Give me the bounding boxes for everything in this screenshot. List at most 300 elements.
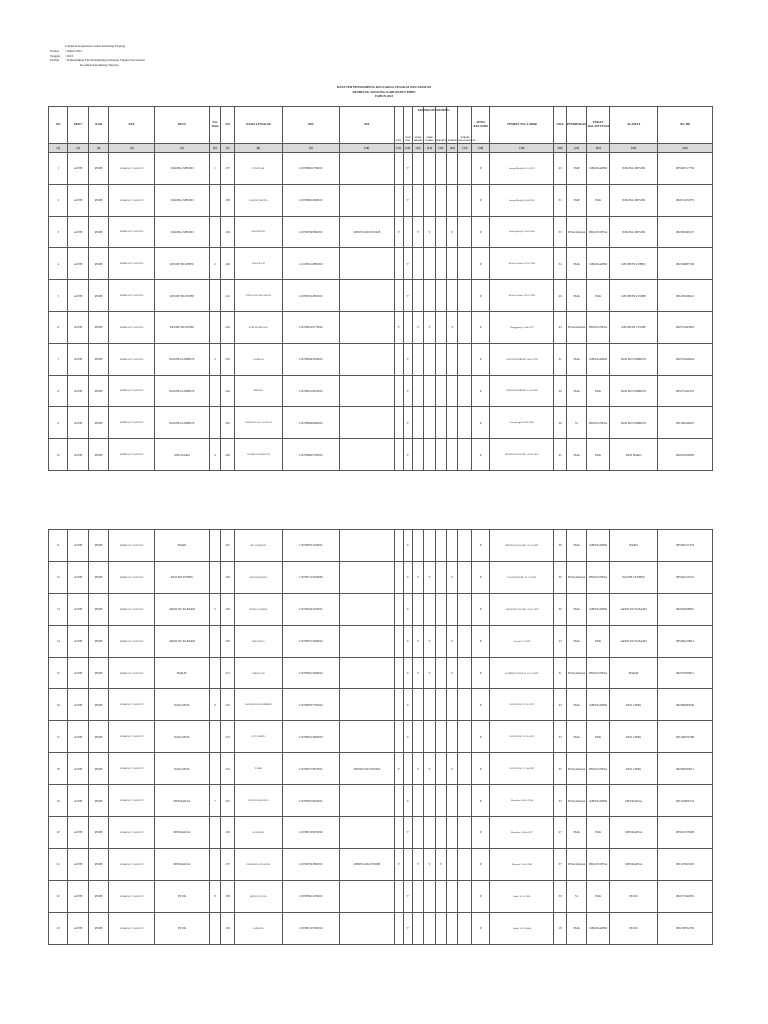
- table-cell: [339, 375, 394, 407]
- table-cell: V: [403, 407, 412, 439]
- table-cell: KHALILATI: [234, 248, 282, 280]
- table-cell: P: [472, 439, 490, 471]
- table-cell: KEUDE BI LEBEU: [155, 248, 210, 280]
- table-cell: [435, 561, 446, 593]
- table-cell: FITRIYANI: [234, 153, 282, 185]
- table-cell: V: [394, 753, 403, 785]
- table-cell: V: [403, 721, 412, 753]
- table-cell: V: [447, 625, 458, 657]
- table-cell: V: [403, 375, 412, 407]
- table-row: [49, 311, 713, 343]
- table-cell: Keude bi lebeu 12-12-1988: [490, 248, 554, 280]
- table-cell: V: [412, 753, 423, 785]
- table-cell: [447, 184, 458, 216]
- column-header: ALAMAT: [610, 107, 658, 144]
- table-cell: [458, 625, 472, 657]
- table-cell: 253: [221, 721, 235, 753]
- table-cell: MUSNA YANZA: [234, 880, 282, 912]
- table-cell: 37: [554, 848, 567, 880]
- table-cell: [435, 439, 446, 471]
- table-cell: ANITA ZAHARA MAULI: [234, 280, 282, 312]
- table-cell: S1: [566, 407, 587, 439]
- table-cell: MNS BARO: [610, 439, 658, 471]
- header-key: Tanggal: [50, 53, 61, 58]
- table-cell: [339, 625, 394, 657]
- table-cell: PIDIE: [88, 657, 109, 689]
- table-cell: [447, 785, 458, 817]
- table-cell: [447, 439, 458, 471]
- table-cell: 1107085612990002: [282, 657, 339, 689]
- table-cell: ARON KUTA BARO: [155, 625, 210, 657]
- table-cell: [412, 689, 423, 721]
- table-cell: 31: [554, 184, 567, 216]
- table-cell: 085260219814: [658, 625, 713, 657]
- table-cell: 9: [49, 407, 68, 439]
- table-cell: [435, 407, 446, 439]
- table-cell: 23: [554, 625, 567, 657]
- table-cell: KEMBANG TANJONG: [109, 689, 155, 721]
- table-cell: [339, 817, 394, 849]
- table-cell: KEMBANG TANJONG: [109, 248, 155, 280]
- table-cell: MIRAWA: [234, 375, 282, 407]
- table-cell: PIDIE: [88, 848, 109, 880]
- table-cell: D3 Kebidanan: [566, 753, 587, 785]
- table-cell: 259: [221, 912, 235, 944]
- table-cell: V: [412, 657, 423, 689]
- table-cell: [412, 248, 423, 280]
- table-row: [49, 216, 713, 248]
- table-cell: [403, 311, 412, 343]
- table-cell: 085262129153: [658, 561, 713, 593]
- table-cell: 1107086612990001: [282, 184, 339, 216]
- table-row: [49, 721, 713, 753]
- table-cell: 1107086909980001: [282, 407, 339, 439]
- table-row: [49, 657, 713, 689]
- table-cell: [209, 561, 220, 593]
- table-cell: [412, 280, 423, 312]
- table-cell: 45: [554, 439, 567, 471]
- table-row: [49, 343, 713, 375]
- table-row: [49, 912, 713, 944]
- table-cell: ACEH: [68, 593, 89, 625]
- table-cell: SMA: [566, 625, 587, 657]
- column-number: (19): [490, 144, 554, 153]
- table-cell: [458, 593, 472, 625]
- table-cell: PASI LHOK: [155, 689, 210, 721]
- column-number: (20): [554, 144, 567, 153]
- table-cell: [424, 280, 435, 312]
- table-cell: [424, 439, 435, 471]
- table-cell: SMA: [566, 343, 587, 375]
- table-cell: KPM/KADER: [587, 153, 610, 185]
- header-value: : Tahun 2023: [65, 48, 82, 53]
- table-cell: PIDIE: [88, 343, 109, 375]
- table-cell: [424, 721, 435, 753]
- table-row: [49, 153, 713, 185]
- table-cell: [435, 625, 446, 657]
- table-cell: SMA: [566, 593, 587, 625]
- table-cell: P: [472, 184, 490, 216]
- table-cell: P: [472, 311, 490, 343]
- table-cell: ACEH: [68, 343, 89, 375]
- table-cell: [339, 593, 394, 625]
- table-cell: 19: [49, 785, 68, 817]
- table-cell: 238: [221, 184, 235, 216]
- table-cell: PASI LHOK: [155, 721, 210, 753]
- table-cell: [209, 216, 220, 248]
- table-cell: PASI BULUHREUE: [155, 407, 210, 439]
- table-cell: [209, 625, 220, 657]
- table-cell: KEMBANG TANJONG: [109, 753, 155, 785]
- table-cell: 081344906153: [658, 785, 713, 817]
- column-number: (17): [458, 144, 472, 153]
- table-cell: SOHAZIM: [234, 817, 282, 849]
- table-cell: V: [403, 280, 412, 312]
- table-cell: KEUDE BI LEBEU: [610, 248, 658, 280]
- column-header: PERAN DALAM TEAM: [587, 107, 610, 144]
- table-cell: [339, 311, 394, 343]
- table-cell: KEMBANG TANJONG: [109, 721, 155, 753]
- column-number: (4): [109, 144, 155, 153]
- table-cell: [394, 912, 403, 944]
- table-cell: PIDIE: [88, 721, 109, 753]
- table-cell: [458, 216, 472, 248]
- table-cell: V: [403, 184, 412, 216]
- table-row: [49, 785, 713, 817]
- table-cell: [447, 248, 458, 280]
- table-cell: BIDAN DESA: [587, 216, 610, 248]
- column-number: (21): [566, 144, 587, 153]
- table-cell: 39: [554, 530, 567, 562]
- table-row: [49, 439, 713, 471]
- table-cell: [435, 248, 446, 280]
- table-cell: PIDIE: [88, 248, 109, 280]
- table-cell: PIDIE: [88, 280, 109, 312]
- table-cell: KEMBANG TANJONG: [109, 407, 155, 439]
- column-number: (9): [282, 144, 339, 153]
- table-cell: SMP: [566, 153, 587, 185]
- table-cell: [458, 817, 472, 849]
- table-cell: RAUDHA MUTIA: [234, 184, 282, 216]
- table-cell: 081238762239: [658, 912, 713, 944]
- table-cell: PIDIE: [88, 817, 109, 849]
- table-cell: 43: [554, 153, 567, 185]
- table-cell: KAMPUNG BARAT, 16-12-1999: [490, 657, 554, 689]
- table-cell: KEUDE BI LEUBE: [155, 280, 210, 312]
- table-cell: V: [394, 216, 403, 248]
- table-cell: ACEH: [68, 248, 89, 280]
- table-cell: 8: [49, 375, 68, 407]
- table-cell: 082368465949: [658, 689, 713, 721]
- table-cell: 31: [554, 657, 567, 689]
- table-cell: PIDIE: [88, 216, 109, 248]
- table-cell: [458, 880, 472, 912]
- table-cell: PIDIE: [88, 184, 109, 216]
- table-cell: 082273342081: [658, 880, 713, 912]
- table-row: [49, 375, 713, 407]
- table-cell: [435, 817, 446, 849]
- table-cell: 2: [209, 248, 220, 280]
- table-row: [49, 280, 713, 312]
- table-cell: [447, 375, 458, 407]
- table-cell: SARIDAH: [234, 343, 282, 375]
- table-row: [49, 880, 713, 912]
- table-cell: V: [412, 848, 423, 880]
- table-cell: 085360517736: [658, 153, 713, 185]
- table-cell: [403, 216, 412, 248]
- table-cell: KEMBANG TANJONG: [109, 625, 155, 657]
- column-header: GURU NAKES: [424, 107, 435, 144]
- table-cell: 12: [49, 561, 68, 593]
- table-cell: ACEH: [68, 880, 89, 912]
- table-cell: V: [403, 689, 412, 721]
- table-cell: P: [472, 343, 490, 375]
- table-cell: 1107085912830001: [282, 280, 339, 312]
- table-cell: MEURAKSA: [155, 817, 210, 849]
- table-cell: BIDAN DESA: [587, 657, 610, 689]
- table-cell: [209, 657, 220, 689]
- table-cell: V: [403, 561, 412, 593]
- table-cell: KPM/KADER: [587, 785, 610, 817]
- table-cell: P: [472, 407, 490, 439]
- table-cell: [435, 657, 446, 689]
- table-cell: V: [424, 753, 435, 785]
- table-cell: PIDIE: [88, 880, 109, 912]
- table-cell: [339, 153, 394, 185]
- column-number: (11): [394, 144, 403, 153]
- table-cell: 16: [49, 689, 68, 721]
- table-cell: 246: [221, 439, 235, 471]
- column-number: (10): [339, 144, 394, 153]
- table-cell: KPM/KADER: [587, 912, 610, 944]
- table-cell: [412, 785, 423, 817]
- table-cell: PKK: [587, 184, 610, 216]
- letter-header: [50, 44, 145, 68]
- table-cell: PIDIE: [88, 439, 109, 471]
- table-cell: [394, 625, 403, 657]
- table-cell: [447, 343, 458, 375]
- table-cell: ACEH: [68, 375, 89, 407]
- table-cell: Meuraksa, 20-03-1994: [490, 785, 554, 817]
- column-header: PROV: [68, 107, 89, 144]
- table-cell: [458, 407, 472, 439]
- table-cell: 43: [554, 311, 567, 343]
- table-cell: [424, 785, 435, 817]
- table-cell: [447, 721, 458, 753]
- table-cell: PASI BULUHREUE: [610, 407, 658, 439]
- table-cell: SMA: [566, 689, 587, 721]
- table-cell: [339, 561, 394, 593]
- table-cell: [458, 848, 472, 880]
- table-cell: 10: [49, 439, 68, 471]
- table-cell: PIDIE: [88, 311, 109, 343]
- table-cell: PKK: [587, 375, 610, 407]
- table-cell: PASI LHOK: [610, 721, 658, 753]
- table-cell: KEMBANG TANJONG: [109, 216, 155, 248]
- column-header: JENIS KELAMIN: [472, 107, 490, 144]
- table-cell: P: [472, 593, 490, 625]
- table-cell: KEUDE BI LEUBE: [610, 311, 658, 343]
- table-cell: D3 Kebidanan: [566, 561, 587, 593]
- table-cell: V: [424, 625, 435, 657]
- table-cell: 5: [49, 280, 68, 312]
- table-cell: KPM/KADER: [587, 689, 610, 721]
- table-cell: [458, 785, 472, 817]
- table-cell: SMP: [566, 184, 587, 216]
- table-cell: [394, 721, 403, 753]
- column-number: (6): [209, 144, 220, 153]
- table-cell: V: [403, 880, 412, 912]
- table-cell: [458, 439, 472, 471]
- table-cell: Meuraksa, 30-04-1997: [490, 817, 554, 849]
- column-number: (12): [403, 144, 412, 153]
- table-cell: 7: [49, 343, 68, 375]
- table-cell: [412, 880, 423, 912]
- table-cell: [424, 407, 435, 439]
- table-cell: [424, 530, 435, 562]
- table-cell: YENI MARDIANA: [234, 311, 282, 343]
- table-cell: ACEH: [68, 311, 89, 343]
- title-line: TAHUN 2023: [374, 94, 394, 99]
- table-cell: [339, 248, 394, 280]
- table-cell: [458, 153, 472, 185]
- table-cell: V: [424, 216, 435, 248]
- header-line: [50, 63, 145, 68]
- table-cell: 1107086507790002: [282, 689, 339, 721]
- table-cell: BARO: [155, 530, 210, 562]
- table-cell: PIDIE: [88, 785, 109, 817]
- table-cell: V: [424, 561, 435, 593]
- table-cell: MNS BARO: [155, 439, 210, 471]
- table-cell: 249: [221, 593, 235, 625]
- table-cell: P: [472, 848, 490, 880]
- table-cell: [435, 880, 446, 912]
- table-cell: [424, 593, 435, 625]
- table-cell: [447, 530, 458, 562]
- table-row: [49, 248, 713, 280]
- table-cell: 4: [209, 439, 220, 471]
- table-cell: P: [472, 817, 490, 849]
- table-cell: [209, 280, 220, 312]
- table-cell: V: [403, 530, 412, 562]
- table-cell: ACEH: [68, 184, 89, 216]
- table-cell: D3 Kebidanan: [566, 216, 587, 248]
- column-header: TEMPAT TGL LAHIR: [490, 107, 554, 144]
- table-page-2: [48, 529, 713, 945]
- table-cell: 33: [554, 721, 567, 753]
- table-cell: 256: [221, 817, 235, 849]
- table-cell: KEMBANG TANJONG: [109, 817, 155, 849]
- column-number: (14): [424, 144, 435, 153]
- table-cell: Jurong Mesjid 26-09-1991: [490, 184, 554, 216]
- table-cell: ARON KUTA BARO, 02-01-1992: [490, 593, 554, 625]
- table-cell: [435, 153, 446, 185]
- table-cell: ARON KUTA BARO: [610, 625, 658, 657]
- table-cell: D3 Kebidanan: [566, 657, 587, 689]
- table-cell: 082360496137: [658, 216, 713, 248]
- table-cell: [458, 689, 472, 721]
- table-cell: P: [472, 912, 490, 944]
- table-cell: [412, 530, 423, 562]
- table-cell: SARWIYA: [234, 912, 282, 944]
- table-cell: 1107086104770002: [282, 311, 339, 343]
- table-cell: NURAIDA PACAGARAH: [234, 407, 282, 439]
- table-cell: P: [472, 530, 490, 562]
- table-cell: 15: [49, 657, 68, 689]
- table-cell: 255: [221, 785, 235, 817]
- table-cell: [447, 593, 458, 625]
- table-cell: KEMBANG TANJONG: [109, 343, 155, 375]
- table-cell: MEURAKSA: [610, 848, 658, 880]
- table-cell: P: [472, 561, 490, 593]
- table-cell: V: [412, 216, 423, 248]
- table-cell: 3: [209, 343, 220, 375]
- table-cell: 252: [221, 689, 235, 721]
- table-cell: 082370495983: [658, 311, 713, 343]
- table-cell: P: [472, 785, 490, 817]
- header-key: [50, 63, 65, 68]
- table-cell: ACEH: [68, 721, 89, 753]
- table-cell: [209, 375, 220, 407]
- title-line: DATA TIM PENDAMPING KELUARGA TINGKAT KECAMATAN: [336, 85, 432, 89]
- table-cell: [424, 343, 435, 375]
- table-cell: [394, 439, 403, 471]
- table-cell: ACEH: [68, 625, 89, 657]
- table-cell: 1107085305890001: [282, 216, 339, 248]
- table-cell: SMA: [566, 439, 587, 471]
- table-cell: 1107081107000010: [282, 912, 339, 944]
- table-cell: 199706172017052004: [339, 753, 394, 785]
- table-cell: [435, 375, 446, 407]
- table-cell: PUUK: [155, 880, 210, 912]
- table-cell: ACEH: [68, 407, 89, 439]
- column-number: (24): [658, 144, 713, 153]
- table-cell: PIDIE: [88, 912, 109, 944]
- table-cell: SMA: [566, 530, 587, 562]
- table-cell: IDA ZAKIRAH: [234, 530, 282, 562]
- table-cell: V: [447, 311, 458, 343]
- table-cell: SMA: [566, 375, 587, 407]
- table-cell: 1: [209, 153, 220, 185]
- table-cell: BURAYINA: [234, 625, 282, 657]
- table-cell: [458, 561, 472, 593]
- table-cell: PKK: [587, 439, 610, 471]
- table-cell: V: [424, 657, 435, 689]
- table-cell: MEURAKSA: [610, 817, 658, 849]
- table-cell: 198903112021702088: [339, 848, 394, 880]
- table-cell: SYARIFAH SOFRIATI: [234, 439, 282, 471]
- table-cell: KPM/KADER: [587, 248, 610, 280]
- table-cell: 199505132023272028: [339, 216, 394, 248]
- table-cell: 39: [554, 880, 567, 912]
- table-cell: 1107085501890001: [282, 848, 339, 880]
- table-cell: [394, 248, 403, 280]
- table-cell: PKK: [587, 817, 610, 849]
- column-number: (7): [221, 144, 235, 153]
- table-cell: V: [447, 216, 458, 248]
- table-cell: MARHAMAHNA: [234, 561, 282, 593]
- table-row: [49, 817, 713, 849]
- table-cell: V: [403, 153, 412, 185]
- table-cell: 17: [49, 721, 68, 753]
- table-cell: 081266076188: [658, 721, 713, 753]
- table-row: [49, 753, 713, 785]
- table-cell: 247: [221, 530, 235, 562]
- table-cell: 085375421833: [658, 375, 713, 407]
- table-cell: [458, 184, 472, 216]
- table-cell: YASMI: [234, 753, 282, 785]
- table-cell: V: [424, 848, 435, 880]
